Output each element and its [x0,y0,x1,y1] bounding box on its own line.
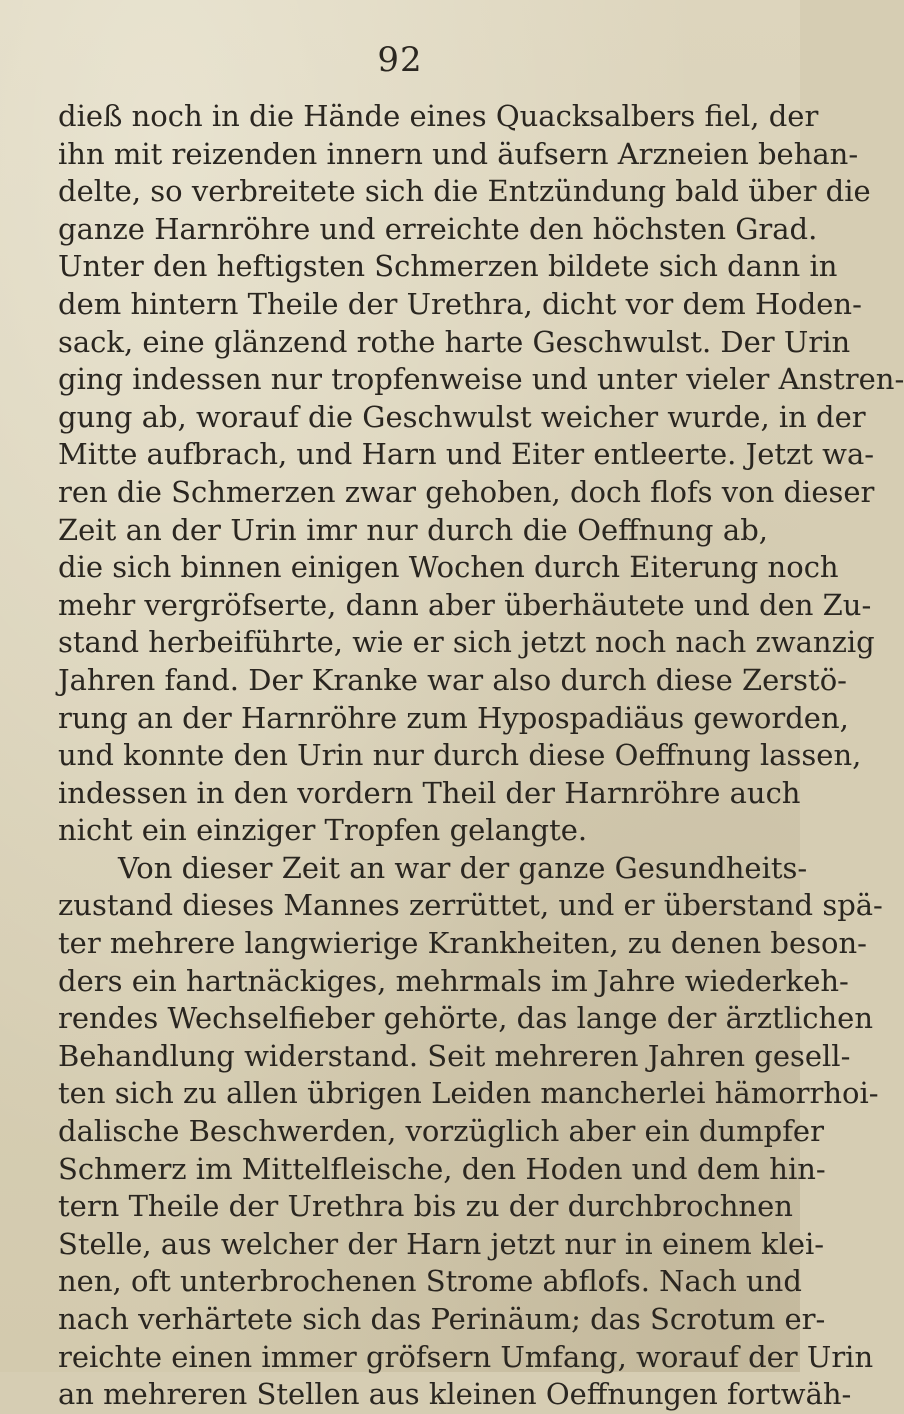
text-line: ging indessen nur tropfenweise und unter vieler Anstren- [58,362,904,397]
text-line: nach verhärtete sich das Perinäum; das Scrotum er- [58,1302,826,1336]
text-line: ihn mit reizenden innern und äufsern Arzneien behan- [58,136,859,171]
text-line: rung an der Harnröhre zum Hypospadiäus geworden, [58,700,849,735]
text-line: ders ein hartnäckiges, mehrmals im Jahre wiederkeh- [58,963,849,998]
text-line: die sich binnen einigen Wochen durch Eiterung noch [58,550,839,585]
text-line: Schmerz im Mittelfleische, den Hoden und dem hin- [58,1151,826,1186]
page-number: 92 [377,40,423,80]
text-line: Unter den heftigsten Schmerzen bildete sich dann in [58,249,838,284]
text-line: delte, so verbreitete sich die Entzündung bald über die [58,174,871,209]
text-line: ganze Harnröhre und erreichte den höchsten Grad. [58,211,818,246]
paragraph-end-line: nicht ein einziger Tropfen gelangte. [58,813,588,848]
text-line: dalische Beschwerden, vorzüglich aber ein dumpfer [58,1114,824,1149]
text-line: Mitte aufbrach, und Harn und Eiter entleerte. Jetzt wa- [58,437,875,472]
text-line: dieß noch in die Hände eines Quacksalbers fiel, der [58,99,819,133]
text-line: Behandlung widerstand. Seit mehreren Jahren gesell- [58,1038,851,1073]
text-line: an mehreren Stellen aus kleinen Oeffnungen fortwäh- [58,1377,852,1412]
text-line: sack, eine glänzend rothe harte Geschwulst. Der Urin [58,324,851,359]
text-line: Zeit an der Urin imr nur durch die Oeffnung ab, [58,512,768,547]
paragraph-start-line: Von dieser Zeit an war der ganze Gesundheits- [118,850,808,885]
body-text [58,98,904,1414]
text-line: indessen in den vordern Theil der Harnröhre auch [58,775,801,810]
text-line: tern Theile der Urethra bis zu der durchbrochnen [58,1189,793,1224]
text-line: ren die Schmerzen zwar gehoben, doch flofs von dieser [58,474,875,509]
text-line: Stelle, aus welcher der Harn jetzt nur in einem klei- [58,1226,825,1261]
text-line: ter mehrere langwierige Krankheiten, zu denen beson- [58,926,867,961]
text-line: ten sich zu allen übrigen Leiden mancherlei hämorrhoi- [58,1076,879,1111]
text-line: stand herbeiführte, wie er sich jetzt noch nach zwanzig [58,625,875,660]
text-line: reichte einen immer gröfsern Umfang, worauf der Urin [58,1339,874,1374]
text-line: dem hintern Theile der Urethra, dicht vor dem Hoden- [58,286,862,321]
text-line: Jahren fand. Der Kranke war also durch diese Zerstö- [58,662,847,697]
text-line: zustand dieses Mannes zerrüttet, und er überstand spä- [58,888,883,923]
text-line: nen, oft unterbrochenen Strome abflofs. Nach und [58,1264,802,1299]
text-line: rendes Wechselfieber gehörte, das lange der ärztlichen [58,1001,874,1036]
text-line: mehr vergröfserte, dann aber überhäutete und den Zu- [58,587,872,622]
text-line: und konnte den Urin nur durch diese Oeffnung lassen, [58,738,862,773]
text-line: gung ab, worauf die Geschwulst weicher wurde, in der [58,399,866,434]
